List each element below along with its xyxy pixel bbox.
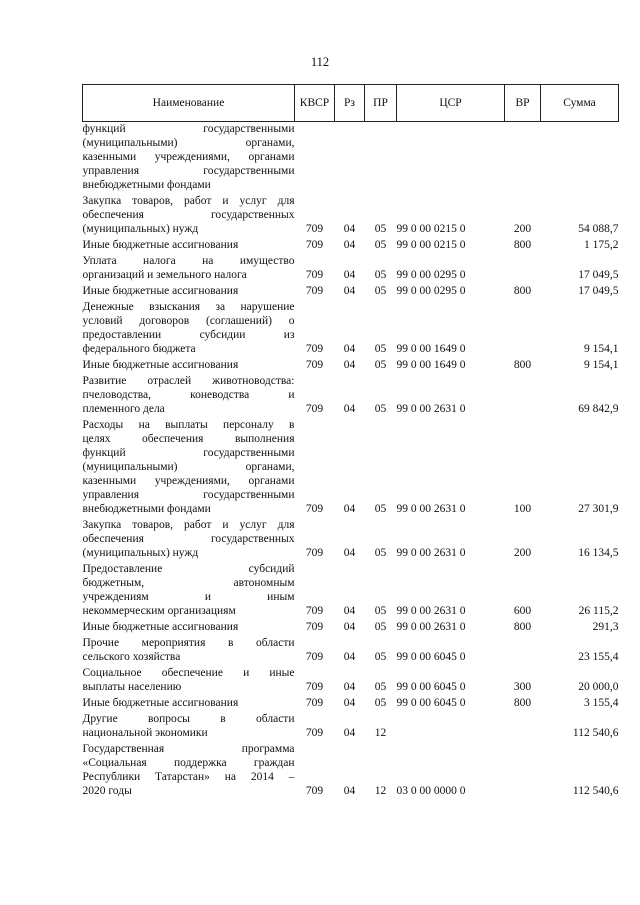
row-vr [505,374,541,418]
row-kvsr: 709 [305,343,324,355]
row-csr [397,122,505,195]
row-csr: 03 0 00 0000 0 [396,785,466,797]
row-name-line: пчеловодства, коневодства и [82,389,295,401]
row-name-line: Иные бюджетные ассигнования [82,621,239,633]
table-row [83,666,619,696]
budget-table [82,84,619,800]
row-csr: 99 0 00 6045 0 [396,651,466,663]
row-name-line: Развитие отраслей животноводства: [82,375,295,387]
row-name-line: функций государственными [82,123,295,135]
row-name-line: обеспечения государственных [82,209,295,221]
row-name-line: Другие вопросы в области [82,713,295,725]
row-rz: 04 [343,403,356,415]
row-pr: 05 [374,239,387,251]
row-name-line: казенными учреждениями, органами [82,475,295,487]
row-name-line: 2020 годы [82,785,132,797]
row-vr: 800 [513,239,532,251]
header-kvsr: КВСР [295,85,335,122]
table-row [83,418,619,518]
row-name [83,666,295,696]
row-kvsr: 709 [305,547,324,559]
row-csr: 99 0 00 6045 0 [396,681,466,693]
row-kvsr: 709 [305,239,324,251]
row-rz: 04 [343,605,356,617]
table-row [83,284,619,300]
row-sum: 16 134,5 [578,547,619,559]
row-vr [505,636,541,666]
row-sum: 27 301,9 [578,503,619,515]
row-sum: 112 540,6 [572,785,619,797]
row-name-line: Иные бюджетные ассигнования [82,359,239,371]
row-rz: 04 [343,239,356,251]
row-csr: 99 0 00 0215 0 [396,223,466,235]
row-vr: 600 [513,605,532,617]
header-sum: Сумма [541,85,619,122]
row-pr: 05 [374,343,387,355]
row-rz [335,122,365,195]
row-sum: 17 049,5 [578,269,619,281]
row-name [83,712,295,742]
row-name-line: внебюджетными фондами [82,179,211,191]
row-name [83,696,295,712]
row-kvsr: 709 [305,269,324,281]
row-kvsr: 709 [305,621,324,633]
row-csr: 99 0 00 2631 0 [396,547,466,559]
row-pr: 05 [374,681,387,693]
row-kvsr [295,122,335,195]
row-kvsr: 709 [305,785,324,797]
row-vr [505,254,541,284]
row-sum: 54 088,7 [578,223,619,235]
row-rz: 04 [343,359,356,371]
row-kvsr: 709 [305,285,324,297]
row-name-line: Расходы на выплаты персоналу в [82,419,295,431]
row-vr: 100 [513,503,532,515]
row-sum: 9 154,1 [584,359,619,371]
row-vr: 800 [513,621,532,633]
row-name [83,620,295,636]
table-row [83,194,619,238]
row-kvsr: 709 [305,697,324,709]
row-rz: 04 [343,651,356,663]
row-name [83,358,295,374]
row-name [83,284,295,300]
row-kvsr: 709 [305,503,324,515]
row-pr: 12 [374,727,387,739]
row-name [83,518,295,562]
row-vr: 200 [513,223,532,235]
row-pr: 12 [374,785,387,797]
table-row [83,712,619,742]
row-name-line: (муниципальных) нужд [82,223,199,235]
row-rz: 04 [343,697,356,709]
table-row [83,300,619,358]
row-name [83,238,295,254]
row-csr: 99 0 00 2631 0 [396,605,466,617]
row-name-line: обеспечения государственных [82,533,295,545]
row-rz: 04 [343,681,356,693]
row-name [83,194,295,238]
row-pr: 05 [374,547,387,559]
table-body [83,122,619,801]
row-sum: 1 175,2 [584,239,619,251]
row-name-line: Уплата налога на имущество [82,255,295,267]
row-sum: 9 154,1 [584,343,619,355]
row-pr: 05 [374,359,387,371]
page-number: 112 [310,55,330,69]
row-vr: 800 [513,697,532,709]
row-vr: 800 [513,285,532,297]
row-name [83,636,295,666]
row-name-line: национальной экономики [82,727,208,739]
header-name: Наименование [83,85,295,122]
row-name-line: Социальное обеспечение и иные [82,667,295,679]
row-name-line: учреждениям и иным [82,591,295,603]
row-sum: 17 049,5 [578,285,619,297]
table-row [83,636,619,666]
row-name-line: федерального бюджета [82,343,196,355]
row-rz: 04 [343,269,356,281]
row-name-line: Республики Татарстан» на 2014 – [82,771,295,783]
row-kvsr: 709 [305,403,324,415]
row-name-line: предоставлении субсидии из [82,329,295,341]
row-csr: 99 0 00 1649 0 [396,359,466,371]
row-vr: 300 [513,681,532,693]
row-csr: 99 0 00 0295 0 [396,285,466,297]
table-row [83,238,619,254]
row-name-line: Иные бюджетные ассигнования [82,239,239,251]
row-name-line: Иные бюджетные ассигнования [82,697,239,709]
row-rz: 04 [343,727,356,739]
row-name-line: Иные бюджетные ассигнования [82,285,239,297]
row-name-line: «Социальная поддержка граждан [82,757,295,769]
table-row [83,122,619,195]
row-name-line: Государственная программа [82,743,295,755]
row-pr: 05 [374,697,387,709]
row-pr: 05 [374,651,387,663]
row-name [83,562,295,620]
row-vr [505,742,541,800]
table-row [83,518,619,562]
row-name [83,254,295,284]
table-row [83,696,619,712]
row-name-line: условий договоров (соглашений) о [82,315,295,327]
row-csr: 99 0 00 2631 0 [396,403,466,415]
row-name-line: управления государственными [82,165,295,177]
row-name-line: выплаты населению [82,681,182,693]
row-pr: 05 [374,269,387,281]
row-sum: 69 842,9 [578,403,619,415]
row-name-line: Денежные взыскания за нарушение [82,301,295,313]
row-kvsr: 709 [305,359,324,371]
row-name-line: целях обеспечения выполнения [82,433,295,445]
row-csr: 99 0 00 0215 0 [396,239,466,251]
row-name-line: Предоставление субсидий [82,563,295,575]
row-name [83,300,295,358]
row-kvsr: 709 [305,681,324,693]
row-csr: 99 0 00 6045 0 [396,697,466,709]
row-csr: 99 0 00 1649 0 [396,343,466,355]
row-rz: 04 [343,547,356,559]
row-rz: 04 [343,503,356,515]
row-vr [505,300,541,358]
row-name-line: некоммерческим организациям [82,605,236,617]
table-row [83,742,619,800]
row-name-line: Прочие мероприятия в области [82,637,295,649]
row-rz: 04 [343,223,356,235]
table-row [83,254,619,284]
row-kvsr: 709 [305,727,324,739]
row-name-line: Закупка товаров, работ и услуг для [82,195,295,207]
row-name-line: племенного дела [82,403,165,415]
row-csr [397,712,505,742]
row-pr: 05 [374,605,387,617]
row-pr: 05 [374,223,387,235]
row-sum [541,122,619,195]
row-name [83,742,295,800]
row-kvsr: 709 [305,651,324,663]
table-row [83,374,619,418]
row-sum: 112 540,6 [572,727,619,739]
row-vr [505,712,541,742]
table-header-row [83,85,619,122]
table-row [83,358,619,374]
row-name-line: внебюджетными фондами [82,503,211,515]
row-pr: 05 [374,621,387,633]
row-rz: 04 [343,785,356,797]
row-name [83,122,295,195]
row-name [83,374,295,418]
row-name-line: Закупка товаров, работ и услуг для [82,519,295,531]
row-pr: 05 [374,403,387,415]
row-name-line: казенными учреждениями, органами [82,151,295,163]
row-name-line: (муниципальных) нужд [82,547,199,559]
row-csr: 99 0 00 0295 0 [396,269,466,281]
row-rz: 04 [343,285,356,297]
row-sum: 20 000,0 [578,681,619,693]
row-kvsr: 709 [305,223,324,235]
row-csr: 99 0 00 2631 0 [396,503,466,515]
row-csr: 99 0 00 2631 0 [396,621,466,633]
table-row [83,620,619,636]
row-rz: 04 [343,621,356,633]
row-name-line: бюджетным, автономным [82,577,295,589]
row-kvsr: 709 [305,605,324,617]
header-csr: ЦСР [397,85,505,122]
row-name-line: сельского хозяйства [82,651,181,663]
row-pr: 05 [374,503,387,515]
row-name-line: (муниципальными) органами, [82,461,295,473]
row-vr: 200 [513,547,532,559]
header-pr: ПР [365,85,397,122]
row-name-line: функций государственными [82,447,295,459]
table-row [83,562,619,620]
row-sum: 23 155,4 [578,651,619,663]
row-vr: 800 [513,359,532,371]
row-name-line: (муниципальными) органами, [82,137,295,149]
row-sum: 291,3 [592,621,619,633]
row-sum: 3 155,4 [584,697,619,709]
row-name [83,418,295,518]
row-pr: 05 [374,285,387,297]
row-rz: 04 [343,343,356,355]
header-vr: ВР [505,85,541,122]
row-name-line: управления государственными [82,489,295,501]
row-vr [505,122,541,195]
row-name-line: организаций и земельного налога [82,269,247,281]
row-pr [365,122,397,195]
header-rz: Рз [335,85,365,122]
row-sum: 26 115,2 [578,605,619,617]
